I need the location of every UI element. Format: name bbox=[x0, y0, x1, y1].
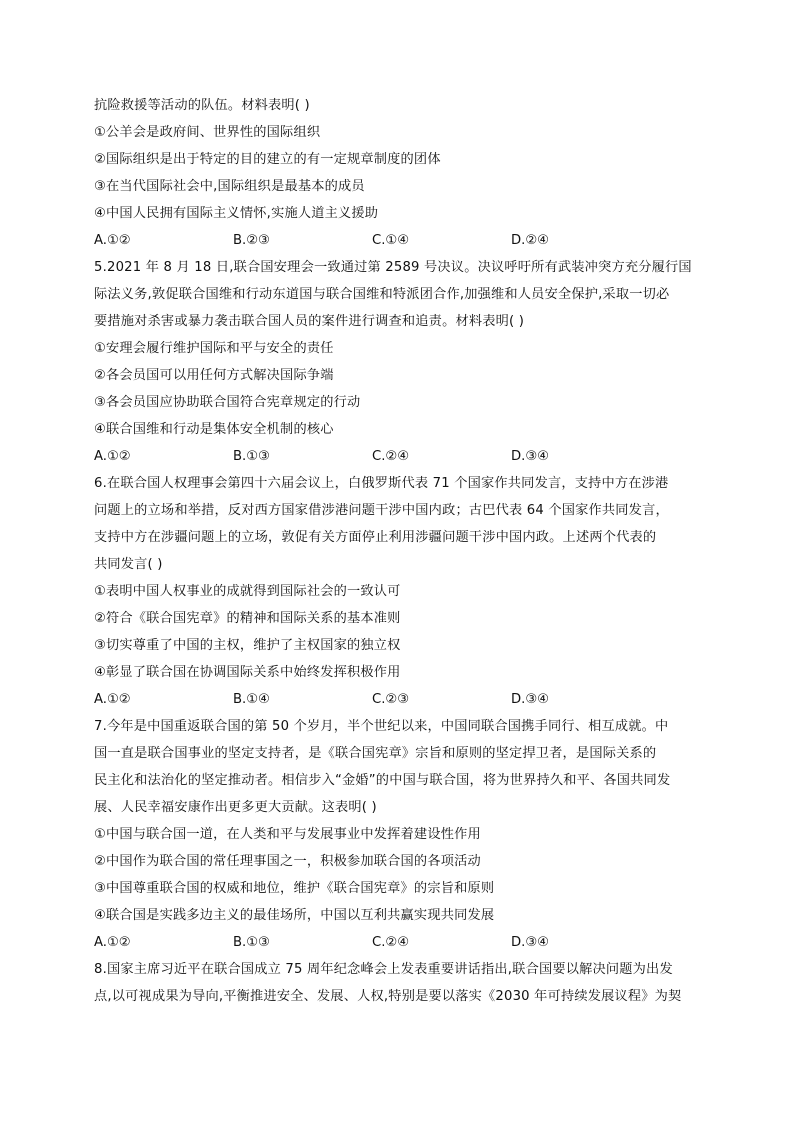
text-line: ④联合国是实践多边主义的最佳场所，中国以互利共赢实现共同发展 bbox=[94, 908, 495, 923]
answer-options bbox=[94, 443, 704, 470]
text-line: ④中国人民拥有国际主义情怀,实施人道主义援助 bbox=[94, 206, 379, 221]
text-line: ③切实尊重了中国的主权，维护了主权国家的独立权 bbox=[94, 638, 401, 653]
text-line: 7.今年是中国重返联合国的第 50 个岁月，半个世纪以来，中国同联合国携手同行、相互成就。中 bbox=[94, 719, 669, 734]
answer-options bbox=[94, 227, 704, 254]
question-block bbox=[94, 956, 704, 1010]
text-line: ①公羊会是政府间、世界性的国际组织 bbox=[94, 125, 321, 140]
text-line: ②国际组织是出于特定的目的建立的有一定规章制度的团体 bbox=[94, 152, 441, 167]
answer-option: A.①② bbox=[94, 935, 131, 950]
question-content bbox=[94, 92, 704, 1010]
answer-option: D.③④ bbox=[511, 692, 549, 707]
text-line: 际法义务,敦促联合国维和行动东道国与联合国维和特派团合作,加强维和人员安全保护,采取一切必 bbox=[94, 287, 670, 302]
text-line: 要措施对杀害或暴力袭击联合国人员的案件进行调查和追责。材料表明( ) bbox=[94, 314, 525, 329]
text-line: 抗险救援等活动的队伍。材料表明( ) bbox=[94, 98, 310, 113]
answer-option: A.①② bbox=[94, 233, 131, 248]
text-line: 问题上的立场和举措，反对西方国家借涉港问题干涉中国内政；古巴代表 64 个国家作共同发言， bbox=[94, 503, 669, 518]
answer-option: C.①④ bbox=[372, 233, 410, 248]
text-line: ①表明中国人权事业的成就得到国际社会的一致认可 bbox=[94, 584, 401, 599]
answer-option: B.①④ bbox=[233, 692, 270, 707]
text-line: ①中国与联合国一道，在人类和平与发展事业中发挥着建设性作用 bbox=[94, 827, 481, 842]
text-line: ②符合《联合国宪章》的精神和国际关系的基本准则 bbox=[94, 611, 401, 626]
answer-option: C.②④ bbox=[372, 449, 410, 464]
answer-option: B.①③ bbox=[233, 449, 270, 464]
text-line: 国一直是联合国事业的坚定支持者，是《联合国宪章》宗旨和原则的坚定捍卫者，是国际关系的 bbox=[94, 746, 657, 761]
answer-option: C.②③ bbox=[372, 692, 410, 707]
text-line: ②各会员国可以用任何方式解决国际争端 bbox=[94, 368, 334, 383]
answer-option: B.①③ bbox=[233, 935, 270, 950]
text-line: ③各会员国应协助联合国符合宪章规定的行动 bbox=[94, 395, 361, 410]
text-line: 民主化和法治化的坚定推动者。相信步入“金婚”的中国与联合国，将为世界持久和平、各国共同发 bbox=[94, 773, 671, 788]
text-line: 支持中方在涉疆问题上的立场，敦促有关方面停止利用涉疆问题干涉中国内政。上述两个代表的 bbox=[94, 530, 657, 545]
text-line: 6.在联合国人权理事会第四十六届会议上，白俄罗斯代表 71 个国家作共同发言，支持中方在涉港 bbox=[94, 476, 669, 491]
answer-options bbox=[94, 686, 704, 713]
answer-option: A.①② bbox=[94, 692, 131, 707]
text-line: 共同发言( ) bbox=[94, 557, 163, 572]
answer-option: D.③④ bbox=[511, 935, 549, 950]
answer-options bbox=[94, 929, 704, 956]
text-line: ④彰显了联合国在协调国际关系中始终发挥积极作用 bbox=[94, 665, 401, 680]
text-line: ③中国尊重联合国的权威和地位，维护《联合国宪章》的宗旨和原则 bbox=[94, 881, 495, 896]
text-line: ①安理会履行维护国际和平与安全的责任 bbox=[94, 341, 334, 356]
text-line: ②中国作为联合国的常任理事国之一，积极参加联合国的各项活动 bbox=[94, 854, 481, 869]
question-block bbox=[94, 92, 704, 254]
answer-option: A.①② bbox=[94, 449, 131, 464]
text-line: 点,以可视成果为导向,平衡推进安全、发展、人权,特别是要以落实《2030 年可持续发展议程》为契 bbox=[94, 989, 682, 1004]
answer-option: D.②④ bbox=[511, 233, 549, 248]
answer-option: D.③④ bbox=[511, 449, 549, 464]
question-block bbox=[94, 470, 704, 713]
question-block bbox=[94, 254, 704, 470]
answer-option: B.②③ bbox=[233, 233, 270, 248]
text-line: 5.2021 年 8 月 18 日,联合国安理会一致通过第 2589 号决议。决议呼吁所有武装冲突方充分履行国 bbox=[94, 260, 692, 275]
text-line: ④联合国维和行动是集体安全机制的核心 bbox=[94, 422, 334, 437]
answer-option: C.②④ bbox=[372, 935, 410, 950]
question-block bbox=[94, 713, 704, 956]
text-line: 展、人民幸福安康作出更多更大贡献。这表明( ) bbox=[94, 800, 377, 815]
text-line: ③在当代国际社会中,国际组织是最基本的成员 bbox=[94, 179, 365, 194]
text-line: 8.国家主席习近平在联合国成立 75 周年纪念峰会上发表重要讲话指出,联合国要以解决问题为出发 bbox=[94, 962, 673, 977]
